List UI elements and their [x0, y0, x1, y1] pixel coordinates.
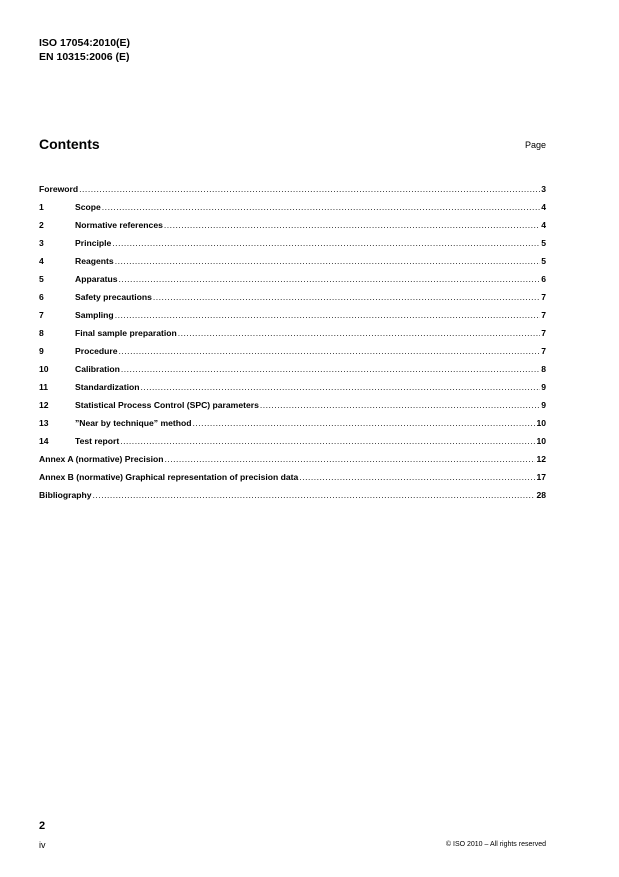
toc-dot-leader — [102, 202, 540, 212]
toc-entry[interactable] — [39, 248, 546, 266]
toc-entry[interactable] — [39, 482, 546, 500]
toc-entry-title: Reagents — [75, 256, 114, 266]
toc-entry-title: Foreword — [39, 184, 79, 194]
header-en-number: EN 10315:2006 (E) — [39, 51, 130, 63]
toc-entry-title: Calibration — [75, 364, 120, 374]
toc-entry-title: ”Near by technique” method — [75, 418, 192, 428]
toc-entry-title: Scope — [75, 202, 101, 212]
toc-entry-page: 5 — [541, 238, 546, 248]
toc-entry[interactable] — [39, 392, 546, 410]
toc-entry-page: 10 — [536, 418, 546, 428]
toc-entry-title: Test report — [75, 436, 120, 446]
toc-dot-leader — [112, 238, 540, 248]
toc-entry-page: 9 — [541, 382, 546, 392]
footer-roman-page: iv — [39, 840, 46, 850]
toc-entry-page: 4 — [541, 220, 546, 230]
toc-entry-page: 7 — [541, 346, 546, 356]
toc-entry-title: Statistical Process Control (SPC) parameters — [75, 400, 259, 410]
toc-dot-leader — [121, 364, 540, 374]
toc-entry[interactable] — [39, 356, 546, 374]
toc-dot-leader — [79, 184, 540, 194]
toc-dot-leader — [115, 310, 541, 320]
toc-entry-page: 8 — [541, 364, 546, 374]
toc-dot-leader — [193, 418, 536, 428]
toc-dot-leader — [115, 256, 541, 266]
toc-entry[interactable] — [39, 176, 546, 194]
toc-entry-title: Final sample preparation — [75, 328, 177, 338]
toc-entry-number: 12 — [39, 400, 49, 410]
toc-entry-number: 9 — [39, 346, 44, 356]
toc-entry-number: 2 — [39, 220, 44, 230]
toc-entry-title: Procedure — [75, 346, 118, 356]
toc-entry-number: 4 — [39, 256, 44, 266]
toc-dot-leader — [119, 346, 541, 356]
toc-entry-page: 9 — [541, 400, 546, 410]
toc-entry-page: 7 — [541, 292, 546, 302]
footer-copyright: © ISO 2010 – All rights reserved — [445, 841, 546, 848]
toc-entry-title: Bibliography — [39, 490, 92, 500]
toc-entry-number: 6 — [39, 292, 44, 302]
toc-dot-leader — [120, 436, 535, 446]
toc-entry[interactable] — [39, 374, 546, 392]
header-iso-number: ISO 17054:2010(E) — [39, 37, 131, 49]
toc-entry[interactable] — [39, 410, 546, 428]
toc-dot-leader — [140, 382, 540, 392]
toc-dot-leader — [299, 472, 535, 482]
toc-entry-number: 1 — [39, 202, 44, 212]
toc-entry-number: 3 — [39, 238, 44, 248]
toc-entry-title: Normative references — [75, 220, 163, 230]
toc-entry[interactable] — [39, 464, 546, 482]
toc-entry[interactable] — [39, 194, 546, 212]
toc-entry-page: 28 — [536, 490, 546, 500]
toc-entry-page: 5 — [541, 256, 546, 266]
toc-entry-number: 11 — [39, 382, 49, 392]
toc-entry-title: Apparatus — [75, 274, 118, 284]
toc-entry[interactable] — [39, 302, 546, 320]
toc-entry-title: Standardization — [75, 382, 140, 392]
toc-entry-title: Annex A (normative) Precision — [39, 454, 164, 464]
toc-dot-leader — [260, 400, 540, 410]
toc-entry-page: 10 — [536, 436, 546, 446]
toc-entry-number: 8 — [39, 328, 44, 338]
toc-entry[interactable] — [39, 428, 546, 446]
toc-entry[interactable] — [39, 284, 546, 302]
table-of-contents — [39, 176, 546, 500]
toc-entry-number: 13 — [39, 418, 49, 428]
toc-dot-leader — [164, 454, 535, 464]
toc-entry-page: 7 — [541, 328, 546, 338]
toc-dot-leader — [164, 220, 540, 230]
toc-entry-number: 14 — [39, 436, 49, 446]
toc-entry-title: Safety precautions — [75, 292, 152, 302]
toc-dot-leader — [178, 328, 540, 338]
toc-dot-leader — [93, 490, 536, 500]
toc-entry-number: 10 — [39, 364, 49, 374]
toc-entry-number: 7 — [39, 310, 44, 320]
toc-entry-page: 4 — [541, 202, 546, 212]
toc-entry[interactable] — [39, 338, 546, 356]
contents-title: Contents — [39, 136, 100, 152]
toc-entry[interactable] — [39, 212, 546, 230]
toc-entry-page: 3 — [541, 184, 546, 194]
toc-dot-leader — [119, 274, 541, 284]
toc-entry-page: 6 — [541, 274, 546, 284]
footer-page-number: 2 — [39, 820, 46, 832]
toc-entry-number: 5 — [39, 274, 44, 284]
document-header — [39, 36, 130, 64]
toc-entry-title: Principle — [75, 238, 112, 248]
toc-entry[interactable] — [39, 266, 546, 284]
toc-entry-page: 7 — [541, 310, 546, 320]
page-column-label: Page — [524, 140, 546, 150]
toc-entry-page: 12 — [536, 454, 546, 464]
toc-entry-title: Sampling — [75, 310, 114, 320]
toc-entry-title: Annex B (normative) Graphical representation of precision data — [39, 472, 299, 482]
toc-entry[interactable] — [39, 446, 546, 464]
toc-entry-page: 17 — [536, 472, 546, 482]
toc-dot-leader — [153, 292, 540, 302]
toc-entry[interactable] — [39, 320, 546, 338]
toc-entry[interactable] — [39, 230, 546, 248]
